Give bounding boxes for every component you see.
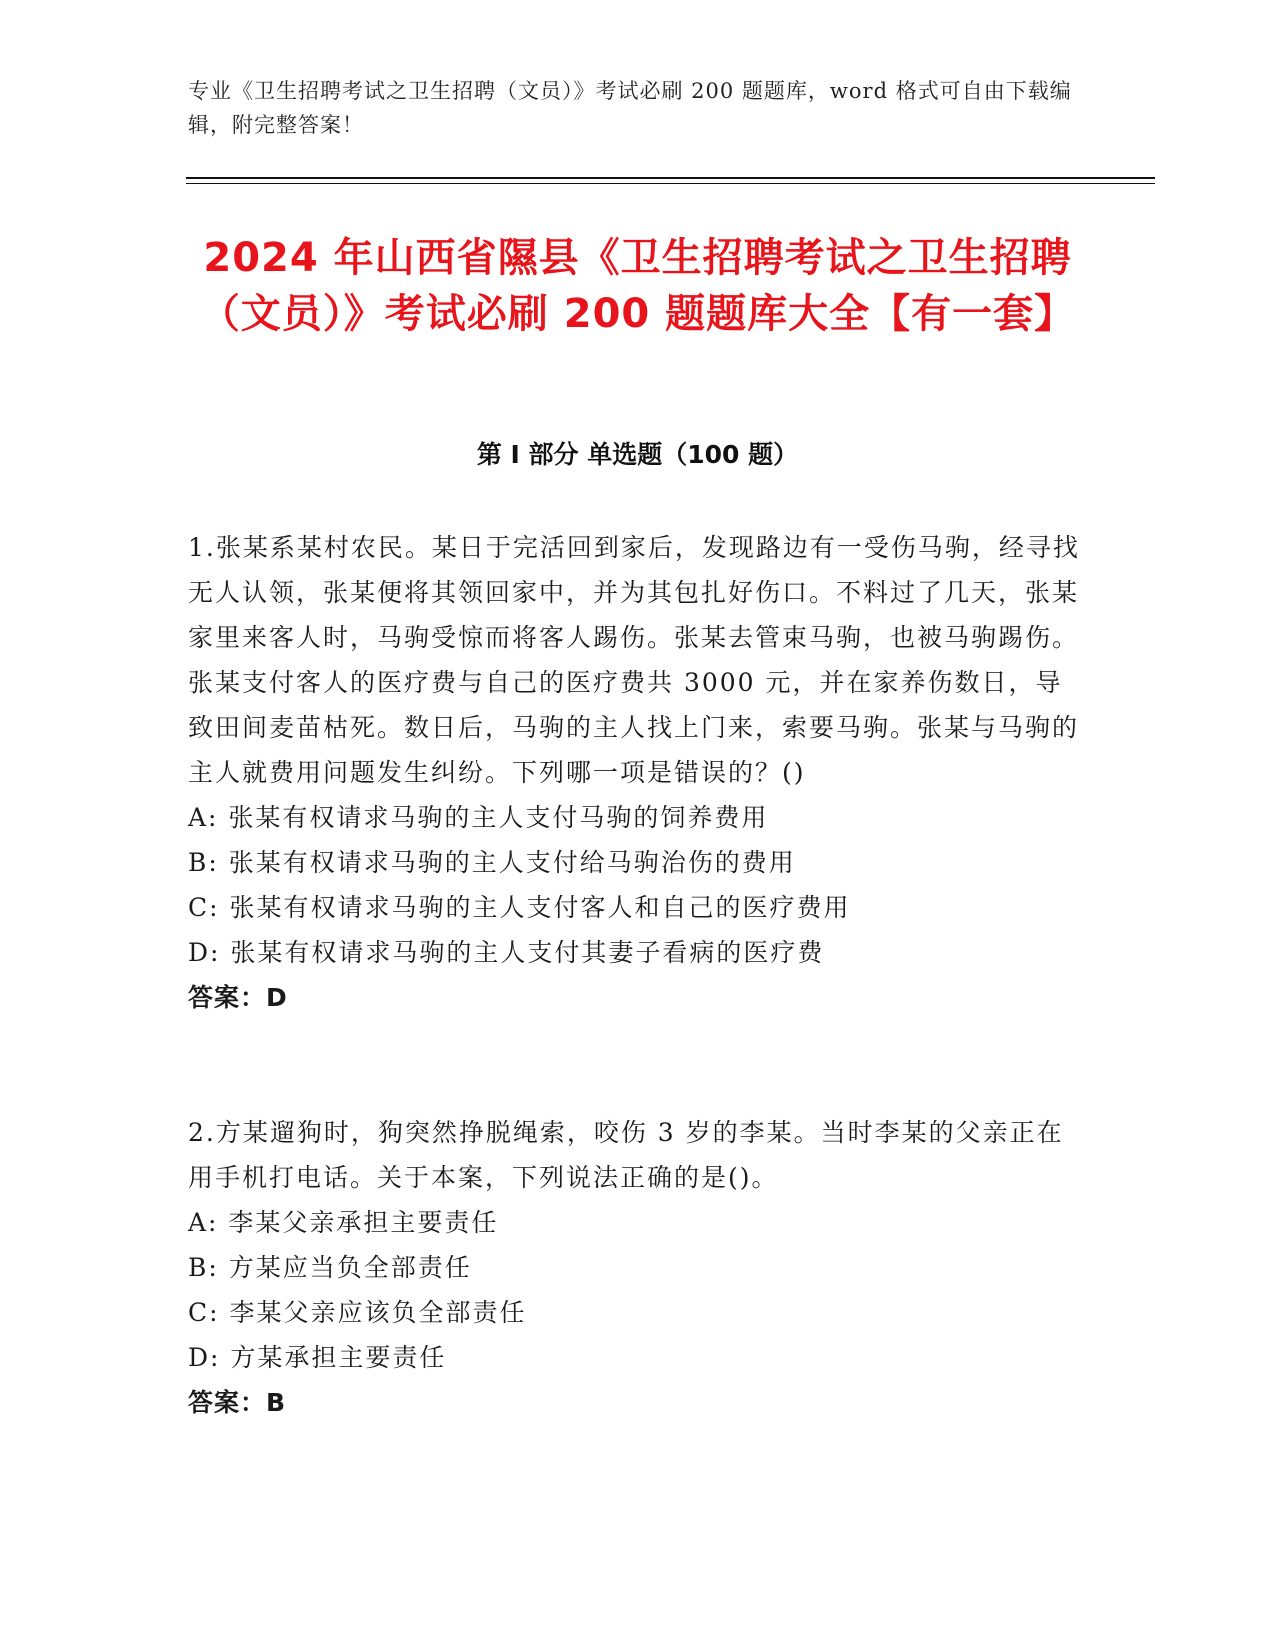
header-rule-thick [186, 177, 1155, 179]
header-rule-thin [186, 183, 1155, 184]
header-note: 专业《卫生招聘考试之卫生招聘（文员）》考试必刷 200 题题库，word 格式可自由下载编辑，附完整答案！ [188, 79, 1072, 137]
option-c: C: 李某父亲应该负全部责任 [188, 1298, 527, 1327]
option-c: C: 张某有权请求马驹的主人支付客人和自己的医疗费用 [188, 893, 851, 922]
question-1 [188, 525, 1088, 1020]
document-title: 2024 年山西省隰县《卫生招聘考试之卫生招聘（文员）》考试必刷 200 题题库大全【有一套】 [199, 235, 1076, 337]
option-b: B: 方某应当负全部责任 [188, 1253, 472, 1282]
answer: 答案：B [188, 1388, 287, 1417]
question-2 [188, 1110, 1088, 1425]
question-stem: 2.方某遛狗时，狗突然挣脱绳索，咬伤 3 岁的李某。当时李某的父亲正在用手机打电话。关于本案，下列说法正确的是()。 [188, 1118, 1064, 1192]
question-stem: 1.张某系某村农民。某日于完活回到家后，发现路边有一受伤马驹，经寻找无人认领，张某便将其领回家中，并为其包扎好伤口。不料过了几天，张某家里来客人时，马驹受惊而将客人踢伤。张某去管束马驹，也被马驹踢伤。张某支付客人的医疗费与自己的医疗费共 3000 元，并在家养伤数日，导致田间麦苗枯死。数日后，马驹的主人找上门来，索要马驹。张某与马驹的主人就费用问题发生纠纷。下列哪一项是错误的？() [188, 533, 1080, 787]
option-d: D: 方某承担主要责任 [188, 1343, 447, 1372]
option-a: A: 李某父亲承担主要责任 [188, 1208, 499, 1237]
option-a: A: 张某有权请求马驹的主人支付马驹的饲养费用 [188, 803, 769, 832]
answer: 答案：D [188, 983, 288, 1012]
section-heading: 第 I 部分 单选题（100 题） [476, 440, 799, 469]
option-d: D: 张某有权请求马驹的主人支付其妻子看病的医疗费 [188, 938, 825, 967]
option-b: B: 张某有权请求马驹的主人支付给马驹治伤的费用 [188, 848, 796, 877]
